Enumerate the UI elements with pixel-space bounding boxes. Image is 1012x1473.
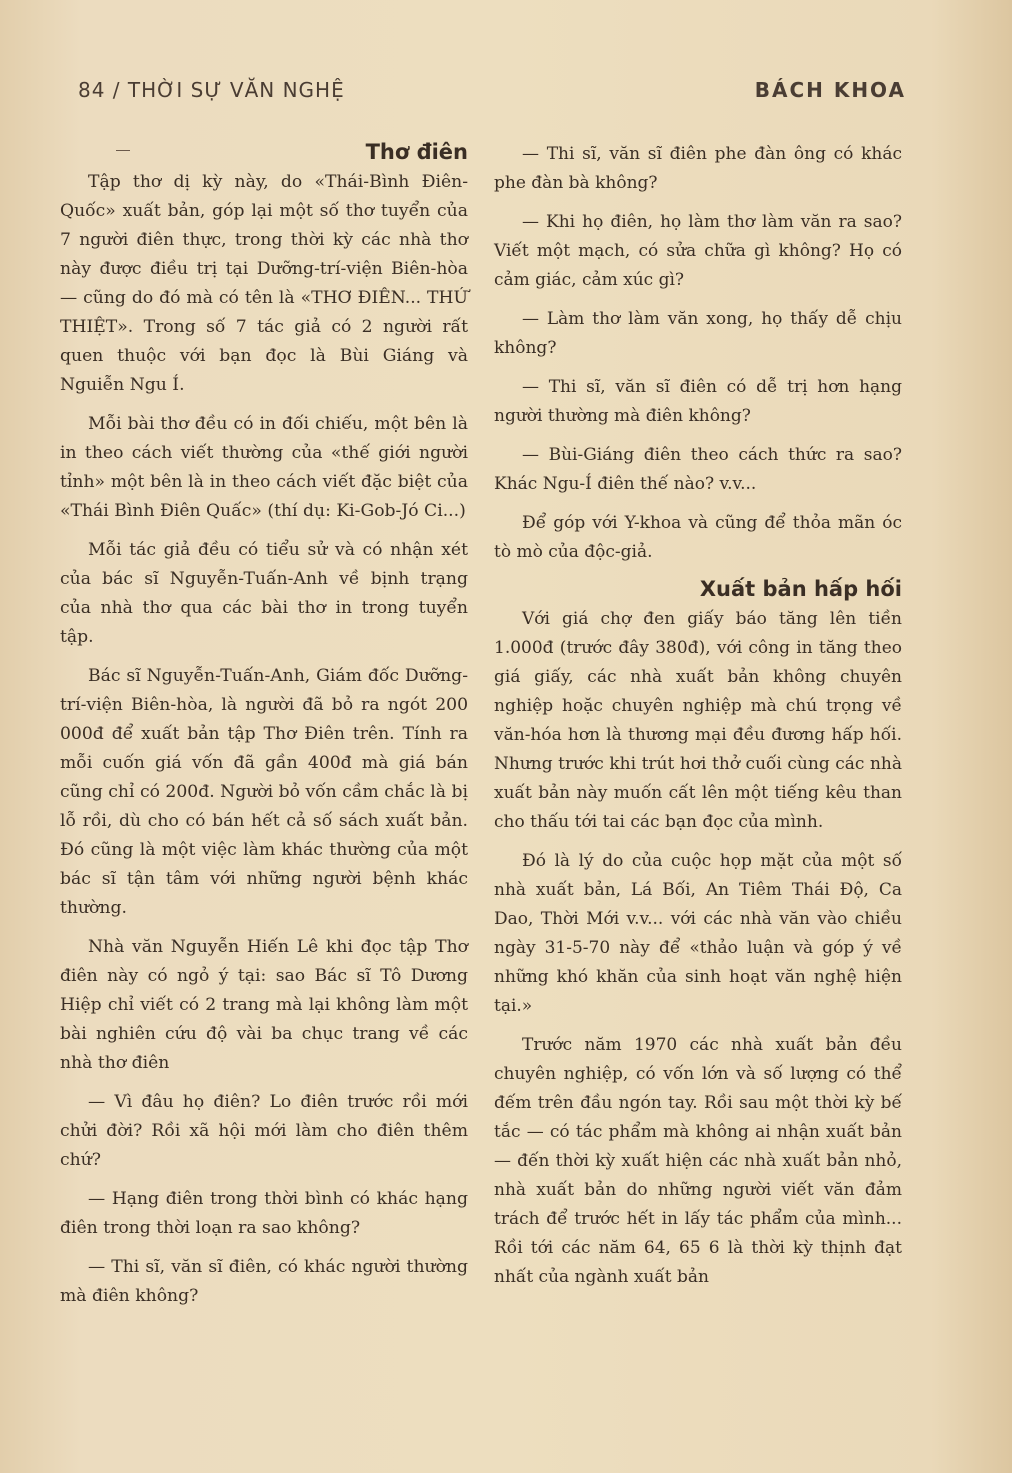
question-line: — Bùi-Giáng điên theo cách thức ra sao? Khác Ngu-Í điên thế nào? v.v... xyxy=(494,445,902,494)
question-line: — Hạng điên trong thời bình có khác hạng điên trong thời loạn ra sao không? xyxy=(60,1189,468,1238)
question-line: — Thi sĩ, văn sĩ điên phe đàn ông có khác phe đàn bà không? xyxy=(494,144,902,193)
left-column xyxy=(60,140,468,1321)
paragraph: Mỗi tác giả đều có tiểu sử và có nhận xét của bác sĩ Nguyễn-Tuấn-Anh về bịnh trạng của nhà thơ qua các bài thơ in trong tuyển tập. xyxy=(60,540,468,647)
paragraph: Nhà văn Nguyễn Hiến Lê khi đọc tập Thơ điên này có ngỏ ý tại: sao Bác sĩ Tô Dương Hiệp chỉ viết có 2 trang mà lại không làm một bài nghiên cứu độ vài ba chục trang về các nhà thơ điên xyxy=(60,937,468,1073)
question-line: — Vì đâu họ điên? Lo điên trước rồi mới chửi đời? Rồi xã hội mới làm cho điên thêm chứ? xyxy=(60,1092,468,1170)
magazine-name: BÁCH KHOA xyxy=(754,78,906,102)
article-title-xuat-ban: Xuất bản hấp hối xyxy=(699,577,902,601)
paragraph: Với giá chợ đen giấy báo tăng lên tiền 1.000đ (trước đây 380đ), với công in tăng theo giá giấy, các nhà xuất bản không chuyên nghiệp hoặc chuyên nghiệp mà chú trọng về văn-hóa hơn là thương mại đều đương hấp hối. Nhưng trước khi trút hơi thở cuối cùng các nhà xuất bản này muốn cất lên một tiếng kêu than cho thấu tới tai các bạn đọc của mình. xyxy=(494,609,902,832)
question-line: — Làm thơ làm văn xong, họ thấy dễ chịu không? xyxy=(494,309,902,358)
paragraph: Bác sĩ Nguyễn-Tuấn-Anh, Giám đốc Dưỡng-trí-viện Biên-hòa, là người đã bỏ ra ngót 200 000đ để xuất bản tập Thơ Điên trên. Tính ra mỗi cuốn giá vốn đã gần 400đ mà giá bán cũng chỉ có 200đ. Người bỏ vốn cầm chắc là bị lỗ rồi, dù cho có bán hết cả số sách xuất bản. Đó cũng là một việc làm khác thường của một bác sĩ tận tâm với những người bệnh khác thường. xyxy=(60,666,468,918)
question-line: — Thi sĩ, văn sĩ điên, có khác người thường mà điên không? xyxy=(60,1257,468,1306)
article-title-tho-dien: Thơ điên xyxy=(365,140,468,164)
paragraph: Đó là lý do của cuộc họp mặt của một số nhà xuất bản, Lá Bối, An Tiêm Thái Độ, Ca Dao, Thời Mới v.v... với các nhà văn vào chiều ngày 31-5-70 này để «thảo luận và góp ý về những khó khăn của sinh hoạt văn nghệ hiện tại.» xyxy=(494,851,902,1016)
question-line: — Thi sĩ, văn sĩ điên có dễ trị hơn hạng người thường mà điên không? xyxy=(494,377,902,426)
paragraph: Mỗi bài thơ đều có in đối chiếu, một bên là in theo cách viết thường của «thế giới người tỉnh» một bên là in theo cách viết đặc biệt của «Thái Bình Điên Quấc» (thí dụ: Ki-Gob-Jó Ci...) xyxy=(60,414,468,521)
right-column xyxy=(494,140,902,1302)
paragraph: Tập thơ dị kỳ này, do «Thái-Bình Điên-Quốc» xuất bản, góp lại một số thơ tuyển của 7 người điên thực, trong thời kỳ các nhà thơ này được điều trị tại Dưỡng-trí-viện Biên-hòa — cũng do đó mà có tên là «THƠ ĐIÊN... THỨ THIỆT». Trong số 7 tác giả có 2 người rất quen thuộc với bạn đọc là Bùi Giáng và Nguiễn Ngu Í. xyxy=(60,172,468,395)
question-line: — Khi họ điên, họ làm thơ làm văn ra sao? Viết một mạch, có sửa chữa gì không? Họ có cảm giác, cảm xúc gì? xyxy=(494,212,902,290)
paragraph: Trước năm 1970 các nhà xuất bản đều chuyên nghiệp, có vốn lớn và số lượng có thể đếm trên đầu ngón tay. Rồi sau một thời kỳ bế tắc — có tác phẩm mà không ai nhận xuất bản — đến thời kỳ xuất hiện các nhà xuất bản nhỏ, nhà xuất bản do những người viết văn đảm trách để trước hết in lấy tác phẩm của mình... Rồi tới các năm 64, 65 6 là thời kỳ thịnh đạt nhất của ngành xuất bản xyxy=(494,1035,902,1287)
page-number-and-section: 84 / THỜI SỰ VĂN NGHỆ xyxy=(78,78,345,102)
running-head xyxy=(78,78,906,108)
paragraph: Để góp với Y-khoa và cũng để thỏa mãn óc tò mò của độc-giả. xyxy=(494,513,902,562)
